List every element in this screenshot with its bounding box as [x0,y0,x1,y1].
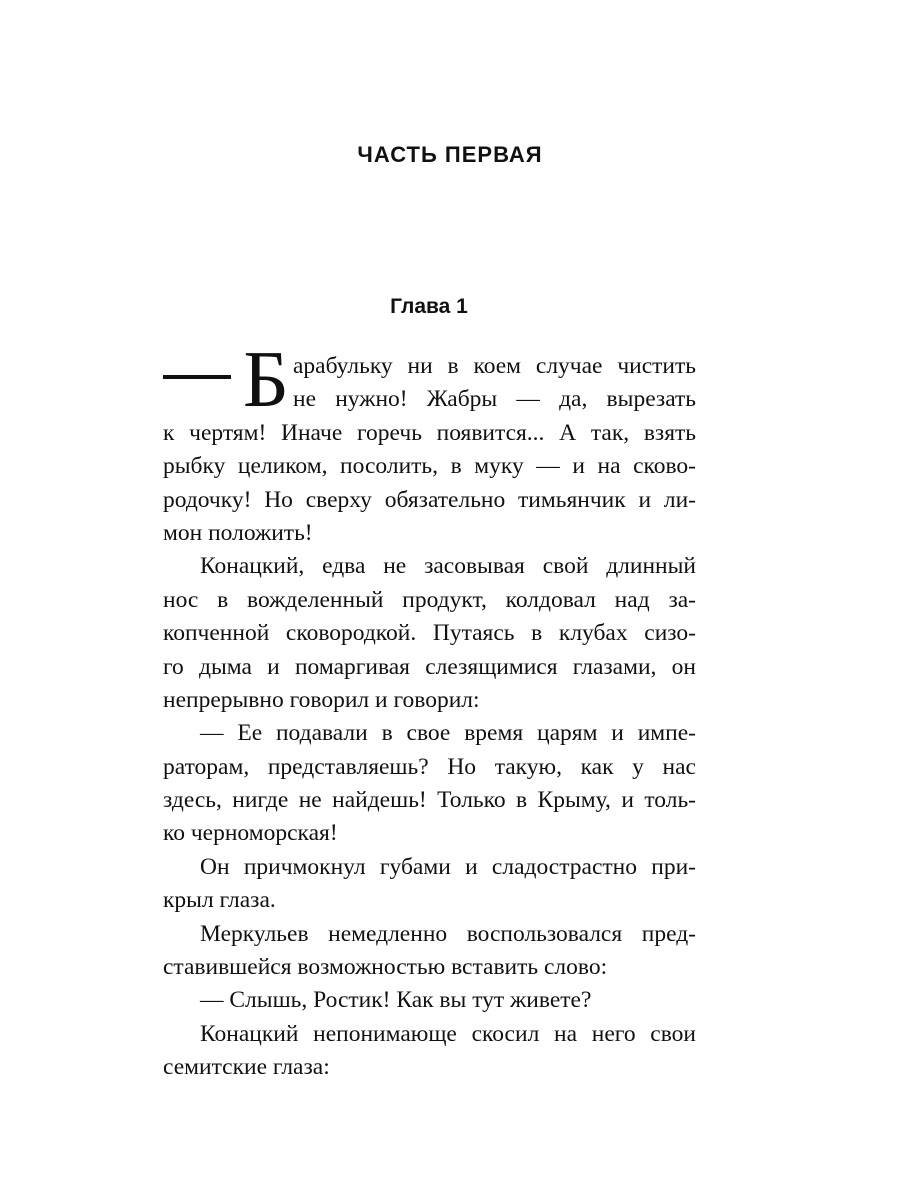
text-line: рыбку целиком, посолить, в муку — и на сково- [163,453,696,480]
drop-cap-dash [163,375,231,379]
text-line: Конацкий, едва не засовывая свой длинный [200,553,696,580]
body-text [163,336,696,1085]
text-line: Меркульев немедленно воспользовался пред- [200,920,696,947]
text-line: нос в вожделенный продукт, колдовал над за- [163,586,696,613]
text-line: семитские глаза: [163,1054,330,1081]
text-line: го дыма и помаргивая слезящимися глазами, он [163,653,696,680]
text-line: арабульку ни в коем случае чистить [293,353,696,379]
text-line: копченной сковородкой. Путаясь в клубах сизо- [163,620,696,647]
chapter-title: Глава 1 [390,295,468,318]
drop-cap-letter: Б [243,336,289,424]
text-line: здесь, нигде не найдешь! Только в Крыму, и толь- [163,787,696,814]
text-line: ставившейся возможностью вставить слово: [163,954,608,981]
text-line: мон положить! [163,519,313,546]
text-line: родочку! Но сверху обязательно тимьянчик и ли- [163,486,696,513]
text-line: ко черноморская! [163,820,338,847]
text-line: непрерывно говорил и говорил: [163,686,480,713]
text-line: — Ее подавали в свое время царям и импе- [200,720,696,747]
part-title: ЧАСТЬ ПЕРВАЯ [357,142,543,167]
text-line: раторам, представляешь? Но такую, как у нас [163,753,696,780]
text-line: не нужно! Жабры — да, вырезать [293,386,696,413]
drop-cap-block [163,336,696,424]
text-line: Конацкий непонимающе скосил на него свои [200,1020,696,1047]
text-line: Он причмокнул губами и сладострастно при- [200,853,696,880]
text-line: крыл глаза. [163,887,276,914]
text-line: — Слышь, Ростик! Как вы тут живете? [200,987,592,1014]
text-line: к чертям! Иначе горечь появится... А так, взять [163,419,696,446]
